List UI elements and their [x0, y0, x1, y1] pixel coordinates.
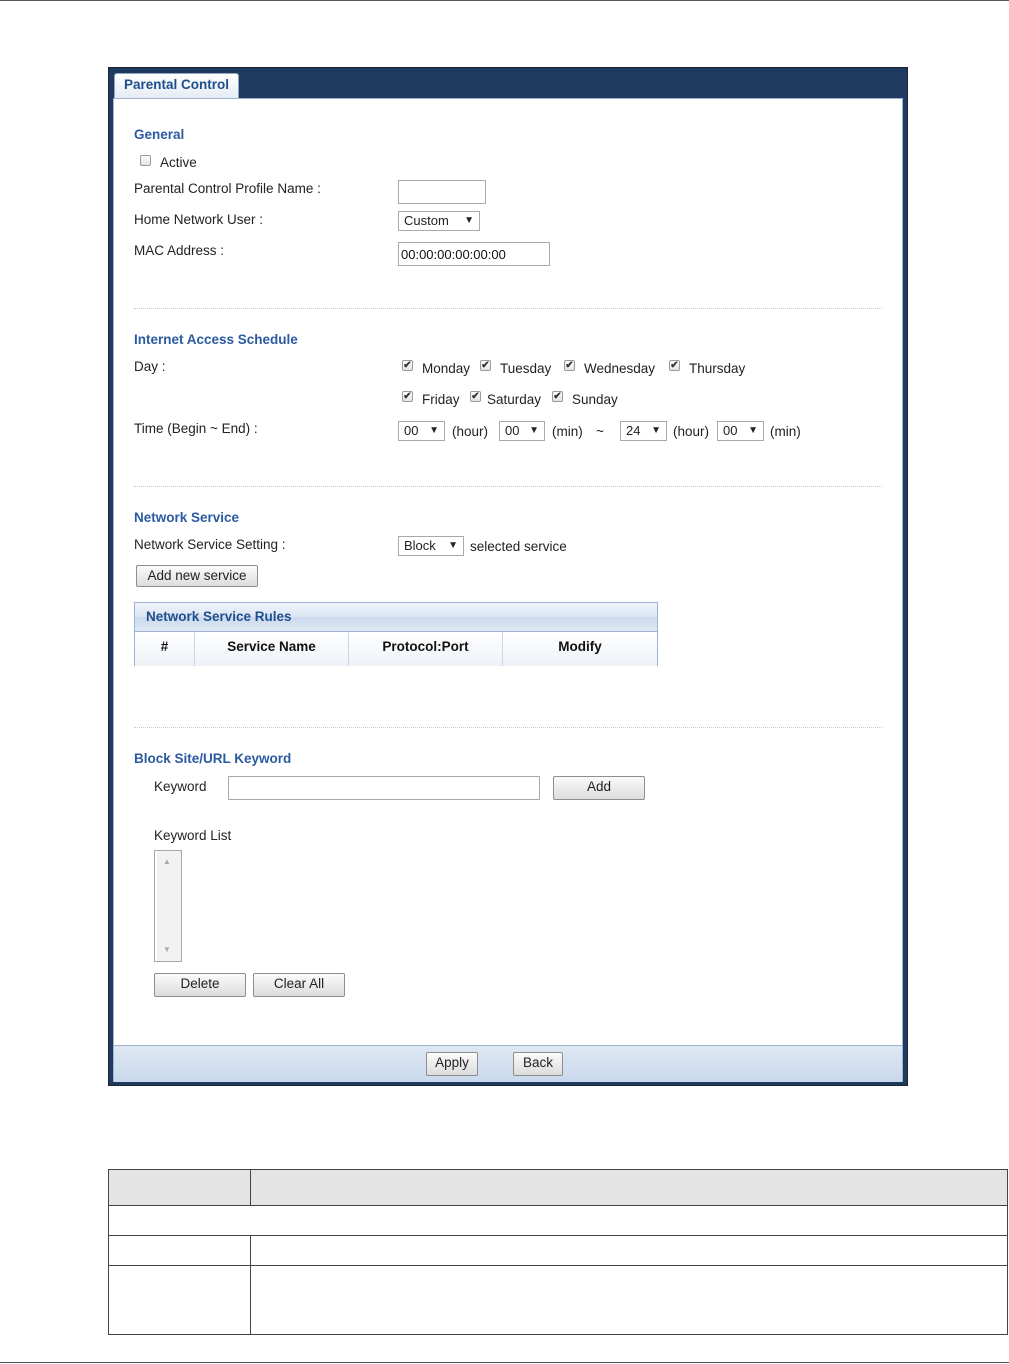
home-network-user-value: Custom	[404, 213, 449, 228]
keyword-label: Keyword	[154, 779, 207, 794]
table-cell	[109, 1266, 251, 1335]
active-label: Active	[160, 155, 197, 170]
network-service-rules-table	[134, 602, 658, 666]
day-friday-label: Friday	[422, 392, 460, 407]
min-unit-label: (min)	[770, 424, 801, 439]
table-row	[109, 1206, 1008, 1236]
profile-name-label: Parental Control Profile Name :	[134, 181, 321, 196]
add-new-service-button[interactable]: Add new service	[136, 565, 258, 587]
column-header-index: #	[135, 632, 195, 666]
end-min-value: 00	[723, 423, 738, 438]
section-divider	[134, 486, 882, 487]
apply-button[interactable]: Apply	[426, 1052, 478, 1076]
scroll-up-arrow-icon[interactable]: ▲	[163, 857, 171, 866]
section-divider	[134, 308, 882, 309]
begin-min-value: 00	[505, 423, 520, 438]
day-sunday-label: Sunday	[572, 392, 618, 407]
table-cell	[251, 1266, 1008, 1335]
table-header-cell	[109, 1170, 251, 1206]
clear-all-button[interactable]: Clear All	[253, 973, 345, 997]
triangle-down-icon: ▼	[429, 425, 439, 436]
back-button[interactable]: Back	[513, 1052, 563, 1076]
parental-control-window	[108, 67, 908, 1086]
day-tuesday-label: Tuesday	[500, 361, 552, 376]
begin-min-select[interactable]	[499, 421, 545, 441]
column-header-protocol-port: Protocol:Port	[349, 632, 503, 666]
begin-hour-value: 00	[404, 423, 419, 438]
day-monday-label: Monday	[422, 361, 471, 376]
day-thursday-label: Thursday	[689, 361, 746, 376]
end-hour-select[interactable]	[620, 421, 667, 441]
time-separator: ~	[596, 424, 604, 439]
day-wednesday-label: Wednesday	[584, 361, 656, 376]
table-cell	[109, 1236, 251, 1266]
section-title-network-service: Network Service	[134, 510, 240, 525]
begin-hour-select[interactable]	[398, 421, 445, 441]
triangle-down-icon: ▼	[748, 425, 758, 436]
network-service-setting-value: Block	[404, 538, 436, 553]
active-checkbox[interactable]	[140, 155, 151, 166]
triangle-down-icon: ▼	[651, 425, 661, 436]
delete-button[interactable]: Delete	[154, 973, 246, 997]
mac-address-label: MAC Address :	[134, 243, 225, 258]
check-mark-icon[interactable]: ✔	[565, 360, 574, 371]
network-service-setting-select[interactable]	[398, 536, 464, 556]
home-network-user-select[interactable]	[398, 211, 480, 231]
network-service-setting-label: Network Service Setting :	[134, 537, 286, 552]
check-mark-icon[interactable]: ✔	[553, 391, 562, 402]
section-title-keyword: Block Site/URL Keyword	[134, 751, 292, 766]
settings-panel	[113, 98, 903, 1082]
check-mark-icon[interactable]: ✔	[670, 360, 679, 371]
table-header-cell	[251, 1170, 1008, 1206]
triangle-down-icon: ▼	[464, 215, 474, 226]
profile-name-input[interactable]	[398, 180, 486, 204]
home-network-user-label: Home Network User :	[134, 212, 264, 227]
page-bottom-rule	[0, 1362, 1009, 1363]
section-title-general: General	[134, 127, 185, 142]
end-min-select[interactable]	[717, 421, 764, 441]
footer-bar	[114, 1045, 902, 1082]
day-saturday-label: Saturday	[487, 392, 542, 407]
section-divider	[134, 727, 882, 728]
keyword-input[interactable]	[228, 776, 540, 800]
column-header-service-name: Service Name	[195, 632, 349, 666]
add-keyword-button[interactable]: Add	[553, 776, 645, 800]
section-title-schedule: Internet Access Schedule	[134, 332, 298, 347]
check-mark-icon[interactable]: ✔	[481, 360, 490, 371]
description-table	[108, 1169, 1008, 1335]
keyword-listbox[interactable]	[154, 850, 182, 962]
triangle-down-icon: ▼	[448, 540, 458, 551]
min-unit-label: (min)	[552, 424, 583, 439]
time-label: Time (Begin ~ End) :	[134, 421, 258, 436]
column-header-modify: Modify	[503, 632, 657, 666]
check-mark-icon[interactable]: ✔	[403, 360, 412, 371]
triangle-down-icon: ▼	[529, 425, 539, 436]
scroll-down-arrow-icon[interactable]: ▼	[163, 945, 171, 954]
mac-address-input[interactable]	[398, 242, 550, 266]
check-mark-icon[interactable]: ✔	[471, 391, 480, 402]
end-hour-value: 24	[626, 423, 641, 438]
page-top-rule	[0, 0, 1009, 1]
tab-parental-control[interactable]: Parental Control	[114, 73, 239, 99]
check-mark-icon[interactable]: ✔	[403, 391, 412, 402]
hour-unit-label: (hour)	[452, 424, 489, 439]
rules-table-title: Network Service Rules	[135, 603, 657, 631]
keyword-list-label: Keyword List	[154, 828, 232, 843]
hour-unit-label: (hour)	[673, 424, 710, 439]
day-label: Day :	[134, 359, 166, 374]
table-cell	[251, 1236, 1008, 1266]
selected-service-label: selected service	[470, 539, 567, 554]
